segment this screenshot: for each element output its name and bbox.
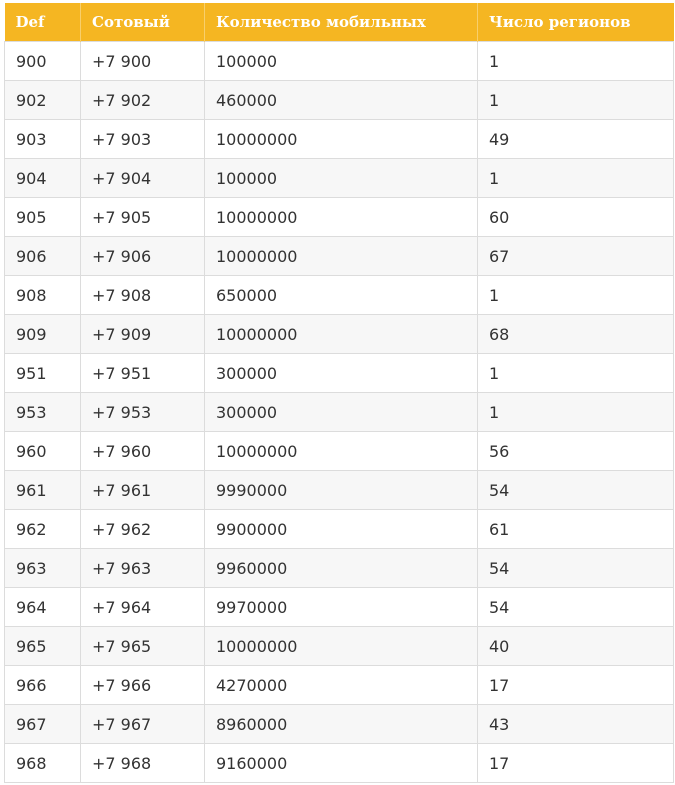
cell-mobile-count: 9960000 [205, 549, 478, 588]
cell-mobile-count: 9970000 [205, 588, 478, 627]
table-row [5, 237, 674, 276]
cell-cellular: +7 967 [81, 705, 205, 744]
cell-region-count: 17 [478, 666, 674, 705]
cell-cellular: +7 963 [81, 549, 205, 588]
cell-def: 966 [5, 666, 81, 705]
cell-mobile-count: 4270000 [205, 666, 478, 705]
cell-region-count: 56 [478, 432, 674, 471]
cell-cellular: +7 900 [81, 42, 205, 81]
cell-mobile-count: 460000 [205, 81, 478, 120]
table-row [5, 588, 674, 627]
cell-cellular: +7 968 [81, 744, 205, 783]
cell-mobile-count: 300000 [205, 354, 478, 393]
cell-cellular: +7 965 [81, 627, 205, 666]
cell-region-count: 1 [478, 159, 674, 198]
cell-def: 968 [5, 744, 81, 783]
table-row [5, 120, 674, 159]
cell-region-count: 54 [478, 588, 674, 627]
cell-def: 906 [5, 237, 81, 276]
cell-cellular: +7 961 [81, 471, 205, 510]
table-body [5, 42, 674, 783]
cell-def: 905 [5, 198, 81, 237]
cell-region-count: 1 [478, 81, 674, 120]
cell-region-count: 60 [478, 198, 674, 237]
cell-def: 908 [5, 276, 81, 315]
cell-def: 951 [5, 354, 81, 393]
cell-mobile-count: 8960000 [205, 705, 478, 744]
cell-mobile-count: 9900000 [205, 510, 478, 549]
cell-cellular: +7 909 [81, 315, 205, 354]
cell-def: 900 [5, 42, 81, 81]
cell-mobile-count: 100000 [205, 42, 478, 81]
cell-region-count: 54 [478, 549, 674, 588]
table-row [5, 393, 674, 432]
def-codes-table [4, 3, 674, 783]
cell-cellular: +7 904 [81, 159, 205, 198]
table-row [5, 315, 674, 354]
cell-mobile-count: 650000 [205, 276, 478, 315]
cell-def: 963 [5, 549, 81, 588]
table-row [5, 666, 674, 705]
table-row [5, 627, 674, 666]
cell-def: 961 [5, 471, 81, 510]
cell-cellular: +7 953 [81, 393, 205, 432]
cell-region-count: 49 [478, 120, 674, 159]
table-row [5, 744, 674, 783]
header-region-count: Число регионов [478, 3, 674, 42]
cell-region-count: 1 [478, 354, 674, 393]
cell-def: 904 [5, 159, 81, 198]
cell-region-count: 68 [478, 315, 674, 354]
header-mobile-count: Количество мобильных [205, 3, 478, 42]
cell-region-count: 1 [478, 276, 674, 315]
cell-region-count: 40 [478, 627, 674, 666]
cell-region-count: 61 [478, 510, 674, 549]
table-row [5, 354, 674, 393]
table-row [5, 471, 674, 510]
numbers-table-container [4, 3, 673, 783]
cell-cellular: +7 962 [81, 510, 205, 549]
cell-mobile-count: 10000000 [205, 237, 478, 276]
cell-def: 909 [5, 315, 81, 354]
cell-mobile-count: 10000000 [205, 432, 478, 471]
cell-cellular: +7 902 [81, 81, 205, 120]
table-row [5, 198, 674, 237]
table-row [5, 510, 674, 549]
cell-mobile-count: 300000 [205, 393, 478, 432]
cell-mobile-count: 10000000 [205, 627, 478, 666]
cell-cellular: +7 905 [81, 198, 205, 237]
cell-cellular: +7 903 [81, 120, 205, 159]
cell-def: 962 [5, 510, 81, 549]
header-cellular: Сотовый [81, 3, 205, 42]
cell-mobile-count: 10000000 [205, 198, 478, 237]
cell-region-count: 1 [478, 393, 674, 432]
cell-region-count: 67 [478, 237, 674, 276]
cell-cellular: +7 966 [81, 666, 205, 705]
table-row [5, 81, 674, 120]
cell-def: 953 [5, 393, 81, 432]
cell-mobile-count: 10000000 [205, 120, 478, 159]
cell-def: 903 [5, 120, 81, 159]
cell-cellular: +7 964 [81, 588, 205, 627]
cell-def: 965 [5, 627, 81, 666]
table-row [5, 276, 674, 315]
cell-region-count: 54 [478, 471, 674, 510]
table-row [5, 42, 674, 81]
cell-def: 960 [5, 432, 81, 471]
cell-region-count: 43 [478, 705, 674, 744]
cell-cellular: +7 906 [81, 237, 205, 276]
table-row [5, 432, 674, 471]
table-header-row [5, 3, 674, 42]
cell-mobile-count: 9160000 [205, 744, 478, 783]
cell-def: 902 [5, 81, 81, 120]
table-row [5, 549, 674, 588]
cell-cellular: +7 951 [81, 354, 205, 393]
header-def: Def [5, 3, 81, 42]
cell-cellular: +7 960 [81, 432, 205, 471]
cell-cellular: +7 908 [81, 276, 205, 315]
cell-mobile-count: 10000000 [205, 315, 478, 354]
cell-mobile-count: 100000 [205, 159, 478, 198]
table-row [5, 159, 674, 198]
cell-region-count: 1 [478, 42, 674, 81]
cell-def: 967 [5, 705, 81, 744]
cell-mobile-count: 9990000 [205, 471, 478, 510]
table-row [5, 705, 674, 744]
cell-region-count: 17 [478, 744, 674, 783]
cell-def: 964 [5, 588, 81, 627]
